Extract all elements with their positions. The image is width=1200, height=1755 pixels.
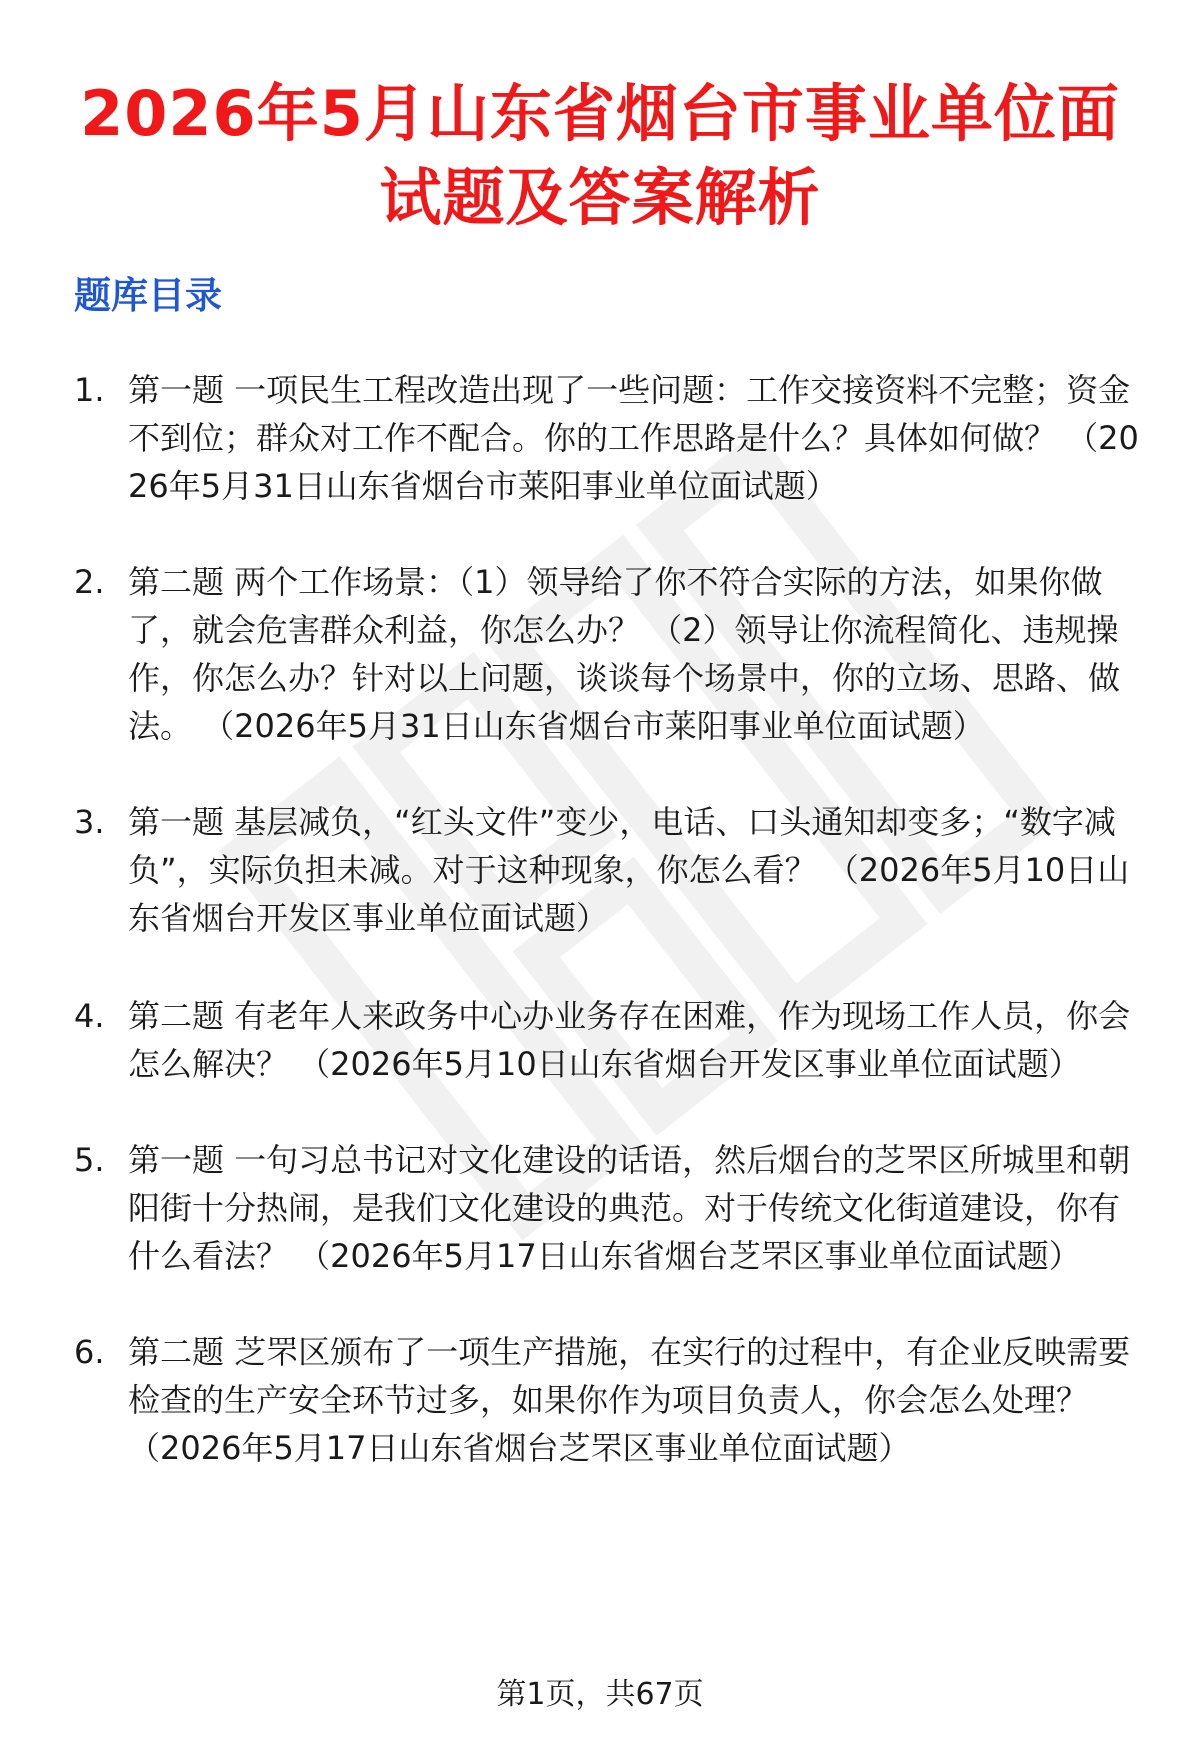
toc-item[interactable] — [0, 798, 1200, 942]
toc-item-number: 6. — [74, 1333, 105, 1371]
toc-item-text: 第一题 基层减负，“红头文件”变少，电话、口头通知却变多；“数字减负”，实际负担未减。对于这种现象，你怎么看？ （2026年5月10日山东省烟台开发区事业单位面试题） — [128, 803, 1130, 937]
toc-item-text: 第一题 一句习总书记对文化建设的话语，然后烟台的芝罘区所城里和朝阳街十分热闹，是我们文化建设的典范。对于传统文化街道建设，你有什么看法？ （2026年5月17日山东省烟台芝罘区事业单位面试题） — [128, 1141, 1131, 1275]
document-title: 2026年5月山东省烟台市事业单位面试题及答案解析 — [80, 77, 1120, 234]
toc-item-number: 5. — [74, 1141, 105, 1179]
page-number-footer: 第1页，共67页 — [496, 1677, 704, 1712]
toc-item-text: 第二题 两个工作场景：（1）领导给了你不符合实际的方法，如果你做了，就会危害群众利益，你怎么办？ （2）领导让你流程简化、违规操作，你怎么办？针对以上问题，谈谈每个场景中，你的立场、思路、做法。 （2026年5月31日山东省烟台市莱阳事业单位面试题） — [128, 563, 1121, 745]
toc-item-number: 2. — [74, 563, 105, 601]
toc-item[interactable] — [0, 366, 1200, 510]
toc-item[interactable] — [0, 558, 1200, 750]
toc-item-number: 1. — [74, 371, 105, 409]
toc-item-number: 3. — [74, 803, 105, 841]
toc-item-text: 第二题 有老年人来政务中心办业务存在困难，作为现场工作人员，你会怎么解决？ （2026年5月10日山东省烟台开发区事业单位面试题） — [128, 997, 1131, 1083]
toc-item[interactable] — [0, 1328, 1200, 1472]
toc-item[interactable] — [0, 992, 1200, 1088]
toc-item-number: 4. — [74, 997, 105, 1035]
toc-item-text: 第一题 一项民生工程改造出现了一些问题：工作交接资料不完整；资金不到位；群众对工作不配合。你的工作思路是什么？具体如何做？ （2026年5月31日山东省烟台市莱阳事业单位面试题） — [128, 371, 1139, 505]
toc-heading: 题库目录 — [74, 274, 222, 317]
toc-list — [0, 366, 1200, 1472]
toc-item[interactable] — [0, 1136, 1200, 1280]
toc-item-text: 第二题 芝罘区颁布了一项生产措施，在实行的过程中，有企业反映需要检查的生产安全环节过多，如果你作为项目负责人，你会怎么处理？ （2026年5月17日山东省烟台芝罘区事业单位面试题） — [128, 1333, 1131, 1467]
